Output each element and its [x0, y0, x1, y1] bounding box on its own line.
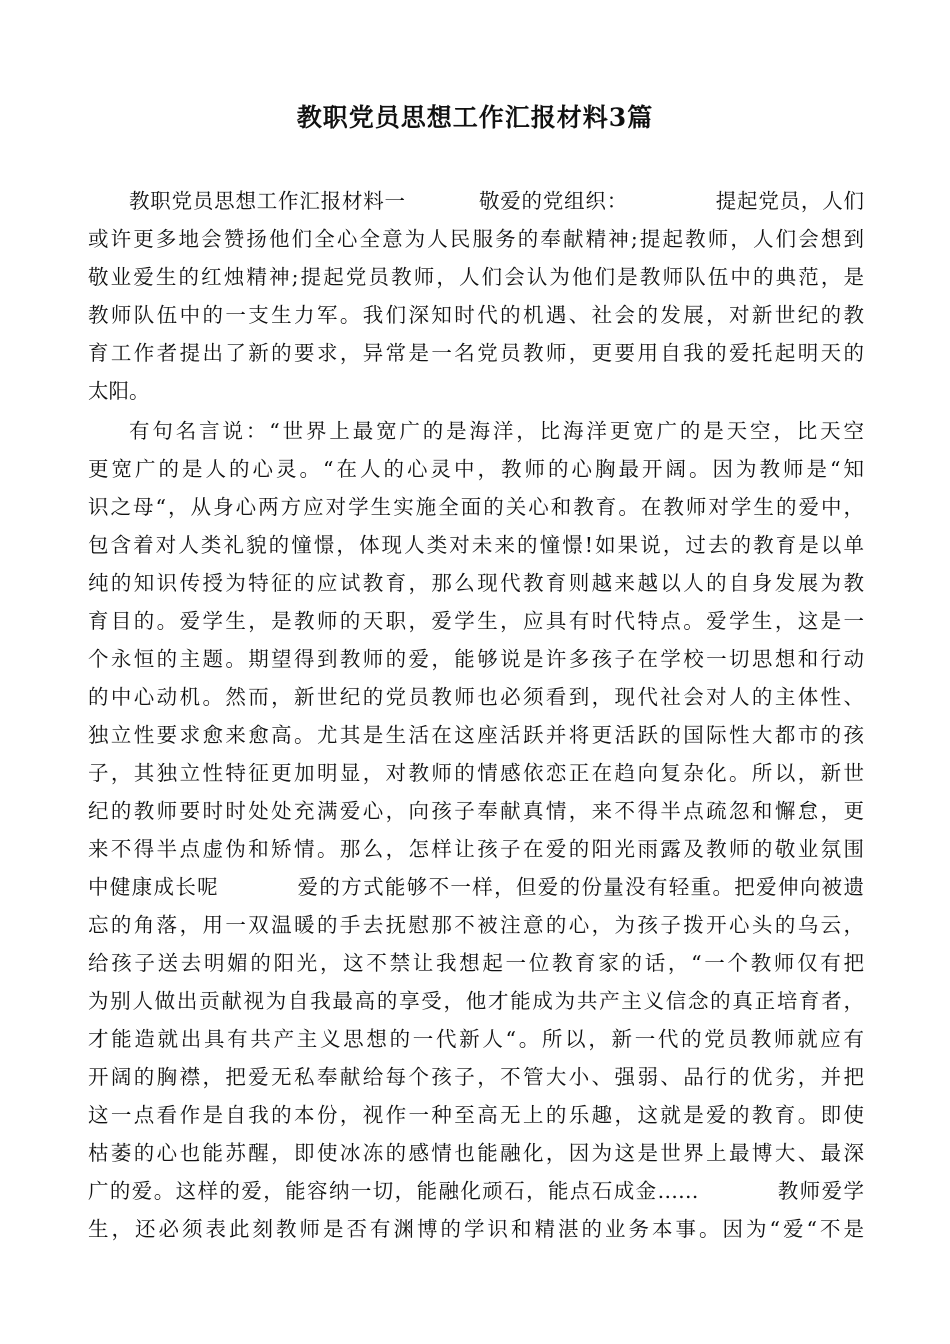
body-line: 中健康成长呢 爱的方式能够不一样，但爱的份量没有轻重。把爱伸向被遗 — [88, 875, 864, 899]
body-line: 育目的。爱学生，是教师的天职，爱学生，应具有时代特点。爱学生，这是一 — [88, 609, 864, 633]
page-title: 教职党员思想工作汇报材料3篇 — [296, 103, 654, 132]
body-line: 来不得半点虚伪和矫情。那么，怎样让孩子在爱的阳光雨露及教师的敬业氛围 — [88, 837, 864, 861]
body-line: 的中心动机。然而，新世纪的党员教师也必须看到，现代社会对人的主体性、 — [88, 685, 864, 709]
body-line: 纯的知识传授为特征的应试教育，那么现代教育则越来越以人的自身发展为教 — [88, 571, 864, 595]
body-line: 有句名言说：“世界上最宽广的是海洋，比海洋更宽广的是天空，比天空 — [129, 419, 864, 443]
body-line: 或许更多地会赞扬他们全心全意为人民服务的奉献精神;提起教师，人们会想到 — [88, 227, 864, 251]
body-line: 广的爱。这样的爱，能容纳一切，能融化顽石，能点石成金…… 教师爱学 — [88, 1179, 864, 1203]
body-line: 为别人做出贡献视为自我最高的享受，他才能成为共产主义信念的真正培育者， — [88, 989, 864, 1013]
body-line: 教师队伍中的一支生力军。我们深知时代的机遇、社会的发展，对新世纪的教 — [88, 303, 864, 327]
body-line: 才能造就出具有共产主义思想的一代新人“。所以，新一代的党员教师就应有 — [88, 1027, 864, 1051]
body-line: 开阔的胸襟，把爱无私奉献给每个孩子，不管大小、强弱、品行的优劣，并把 — [88, 1065, 864, 1089]
body-line: 包含着对人类礼貌的憧憬，体现人类对未来的憧憬!如果说，过去的教育是以单 — [88, 533, 864, 557]
body-line: 独立性要求愈来愈高。尤其是生活在这座活跃并将更活跃的国际性大都市的孩 — [88, 723, 864, 747]
body-line: 教职党员思想工作汇报材料一 敬爱的党组织： 提起党员，人们 — [129, 189, 864, 213]
body-line: 子，其独立性特征更加明显，对教师的情感依恋正在趋向复杂化。所以，新世 — [88, 761, 864, 785]
body-line: 太阳。 — [88, 379, 150, 403]
body-line: 枯萎的心也能苏醒，即使冰冻的感情也能融化，因为这是世界上最博大、最深 — [88, 1141, 864, 1165]
body-line: 敬业爱生的红烛精神;提起党员教师，人们会认为他们是教师队伍中的典范，是 — [88, 265, 864, 289]
body-line: 识之母“，从身心两方应对学生实施全面的关心和教育。在教师对学生的爱中， — [88, 495, 864, 519]
body-line: 更宽广的是人的心灵。“在人的心灵中，教师的心胸最开阔。因为教师是“知 — [88, 457, 864, 481]
body-line: 忘的角落，用一双温暖的手去抚慰那不被注意的心，为孩子拨开心头的乌云， — [88, 913, 864, 937]
body-line: 个永恒的主题。期望得到教师的爱，能够说是许多孩子在学校一切思想和行动 — [88, 647, 864, 671]
body-line: 纪的教师要时时处处充满爱心，向孩子奉献真情，来不得半点疏忽和懈怠，更 — [88, 799, 864, 823]
body-line: 给孩子送去明媚的阳光，这不禁让我想起一位教育家的话，“一个教师仅有把 — [88, 951, 864, 975]
body-line: 育工作者提出了新的要求，异常是一名党员教师，更要用自我的爱托起明天的 — [88, 341, 864, 365]
body-line: 这一点看作是自我的本份，视作一种至高无上的乐趣，这就是爱的教育。即使 — [88, 1103, 864, 1127]
body-line: 生，还必须表此刻教师是否有渊博的学识和精湛的业务本事。因为“爱“不是 — [88, 1217, 864, 1241]
